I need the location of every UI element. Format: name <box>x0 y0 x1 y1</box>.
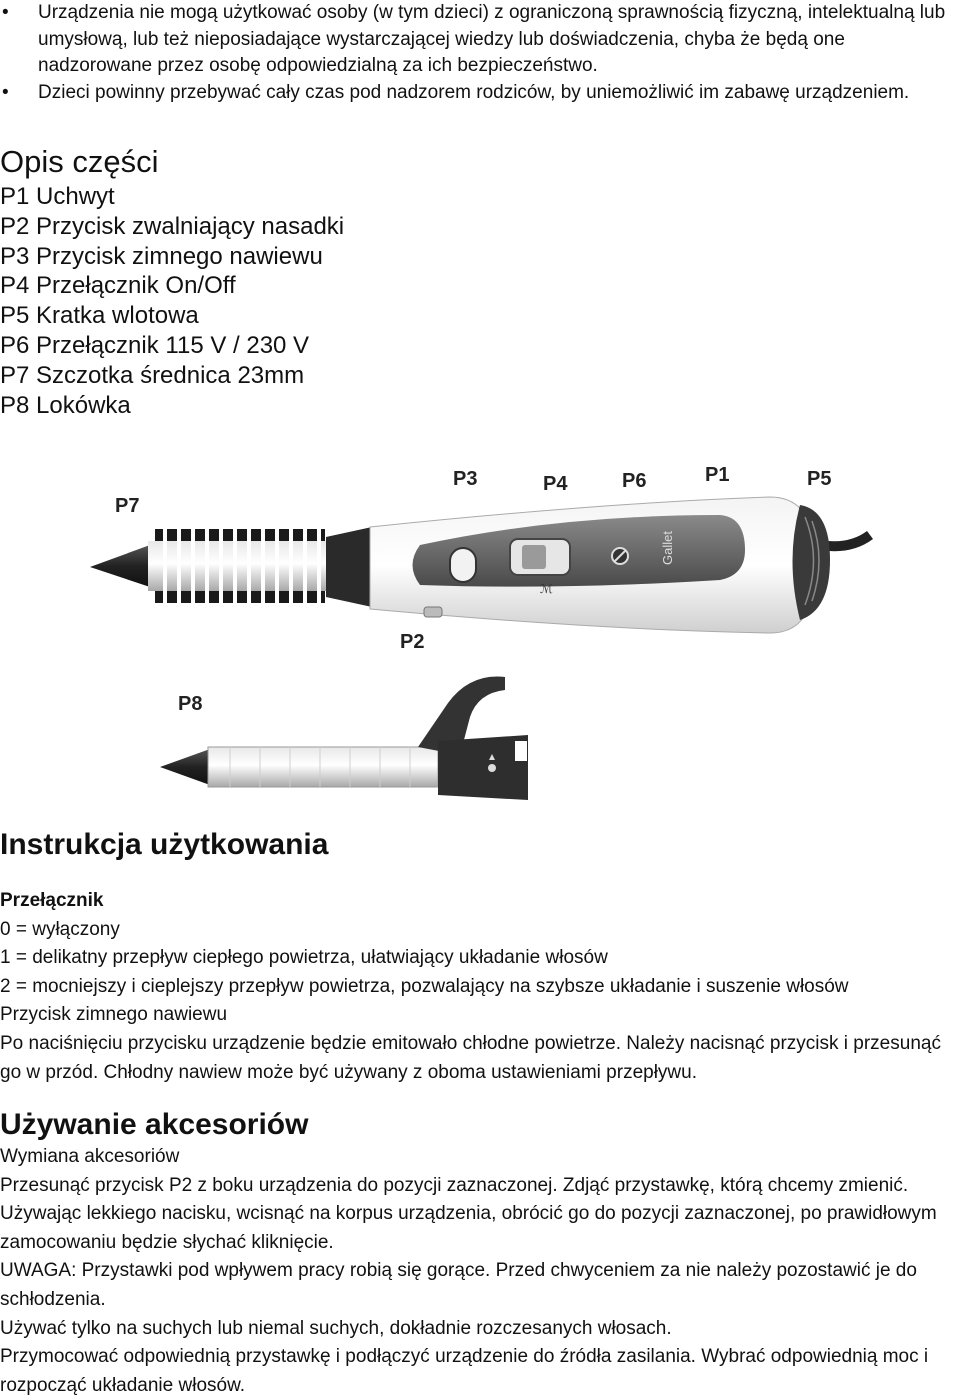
label-p4: P4 <box>543 473 568 495</box>
usage-line: Po naciśnięciu przycisku urządzenie będzie emitowało chłodne powietrze. Należy nacisnąć przycisk i przesunąć go w przód. Chłodny nawiew może być używany z oboma ustawieniami przepływu. <box>0 1032 941 1083</box>
usage-text <box>0 887 960 1087</box>
part-item: P8 Lokówka <box>0 391 131 419</box>
cool-shot-button <box>450 548 476 582</box>
release-button <box>424 607 442 617</box>
accessories-paragraph: Przymocować odpowiednią przystawkę i podłączyć urządzenie do źródła zasilania. Wybrać odpowiednią moc i rozpocząć układanie włosów. <box>0 1346 929 1396</box>
curler-tip <box>160 749 210 785</box>
accessories-paragraph: Używać tylko na suchych lub niemal suchych, dokładnie rozczesanych włosach. <box>0 1317 672 1339</box>
label-p3: P3 <box>453 468 478 490</box>
usage-line: 2 = mocniejszy i cieplejszy przepływ powietrza, pozwalający na szybsze układanie i suszenie włosów <box>0 975 849 997</box>
hair-styler-illustration <box>0 455 960 835</box>
intro-bullet-list <box>0 0 960 106</box>
part-item: P4 Przełącznik On/Off <box>0 272 236 300</box>
brand-mark: Gallet <box>660 531 675 565</box>
accessories-paragraph: Przesunąć przycisk P2 z boku urządzenia do pozycji zaznaczonej. Zdjąć przystawkę, którą chcemy zmienić. Używając lekkiego nacisku, wcisnąć na korpus urządzenia, obrócić go do pozycji zaznaczonej, po prawidłowym zamocowaniu będzie słychać kliknięcie. <box>0 1174 937 1253</box>
label-p6: P6 <box>622 470 647 492</box>
intro-bullet: • Urządzenia nie mogą użytkować osoby (w tym dzieci) z ograniczoną sprawnością fizyczną, intelektualną lub umysłową, lub też nieposiadające wystarczającej wiedzy lub doświadczenia, chyba że będą one nadzorowane przez osobę odpowiedzialną za ich bezpieczeństwo. <box>0 0 960 80</box>
parts-heading: Opis części <box>0 144 159 179</box>
part-item: P2 Przycisk zwalniający nasadki <box>0 212 345 240</box>
speed-mark: ℳ <box>540 582 553 596</box>
curler-lock-dot <box>488 764 496 772</box>
brush-tip <box>90 545 150 587</box>
accessories-heading: Używanie akcesoriów <box>0 1108 309 1141</box>
part-item: P7 Szczotka średnica 23mm <box>0 361 305 389</box>
usage-line: 0 = wyłączony <box>0 918 120 940</box>
power-switch-knob <box>522 545 546 569</box>
label-p5: P5 <box>807 468 832 490</box>
curler-collar <box>438 735 528 800</box>
brush-collar <box>326 527 372 607</box>
label-p7: P7 <box>115 495 140 517</box>
usage-line: 1 = delikatny przepływ ciepłego powietrza, ułatwiający układanie włosów <box>0 947 608 969</box>
intake-grille <box>793 505 831 620</box>
part-item: P1 Uchwyt <box>0 183 115 210</box>
brush-barrel <box>148 541 328 591</box>
usage-line: Przycisk zimnego nawiewu <box>0 1004 228 1026</box>
label-p2: P2 <box>400 631 425 653</box>
accessories-text <box>0 1143 960 1400</box>
curler-collar-notch <box>515 741 527 761</box>
accessories-subtitle: Wymiana akcesoriów <box>0 1146 180 1167</box>
usage-heading: Instrukcja użytkowania <box>0 828 329 861</box>
part-item: P3 Przycisk zimnego nawiewu <box>0 242 323 270</box>
label-p8: P8 <box>178 693 203 715</box>
parts-list <box>0 182 344 420</box>
accessories-paragraph: UWAGA: Przystawki pod wpływem pracy robią się gorące. Przed chwyceniem za nie należy pozostawić je do schłodzenia. <box>0 1260 917 1310</box>
part-item: P6 Przełącznik 115 V / 230 V <box>0 331 310 359</box>
intro-bullet: • Dzieci powinny przebywać cały czas pod nadzorem rodziców, by uniemożliwić im zabawę urządzeniem. <box>0 80 960 107</box>
part-item: P5 Kratka wlotowa <box>0 302 199 330</box>
switch-title: Przełącznik <box>0 890 104 911</box>
curler-barrel <box>208 747 438 787</box>
label-p1: P1 <box>705 464 730 486</box>
